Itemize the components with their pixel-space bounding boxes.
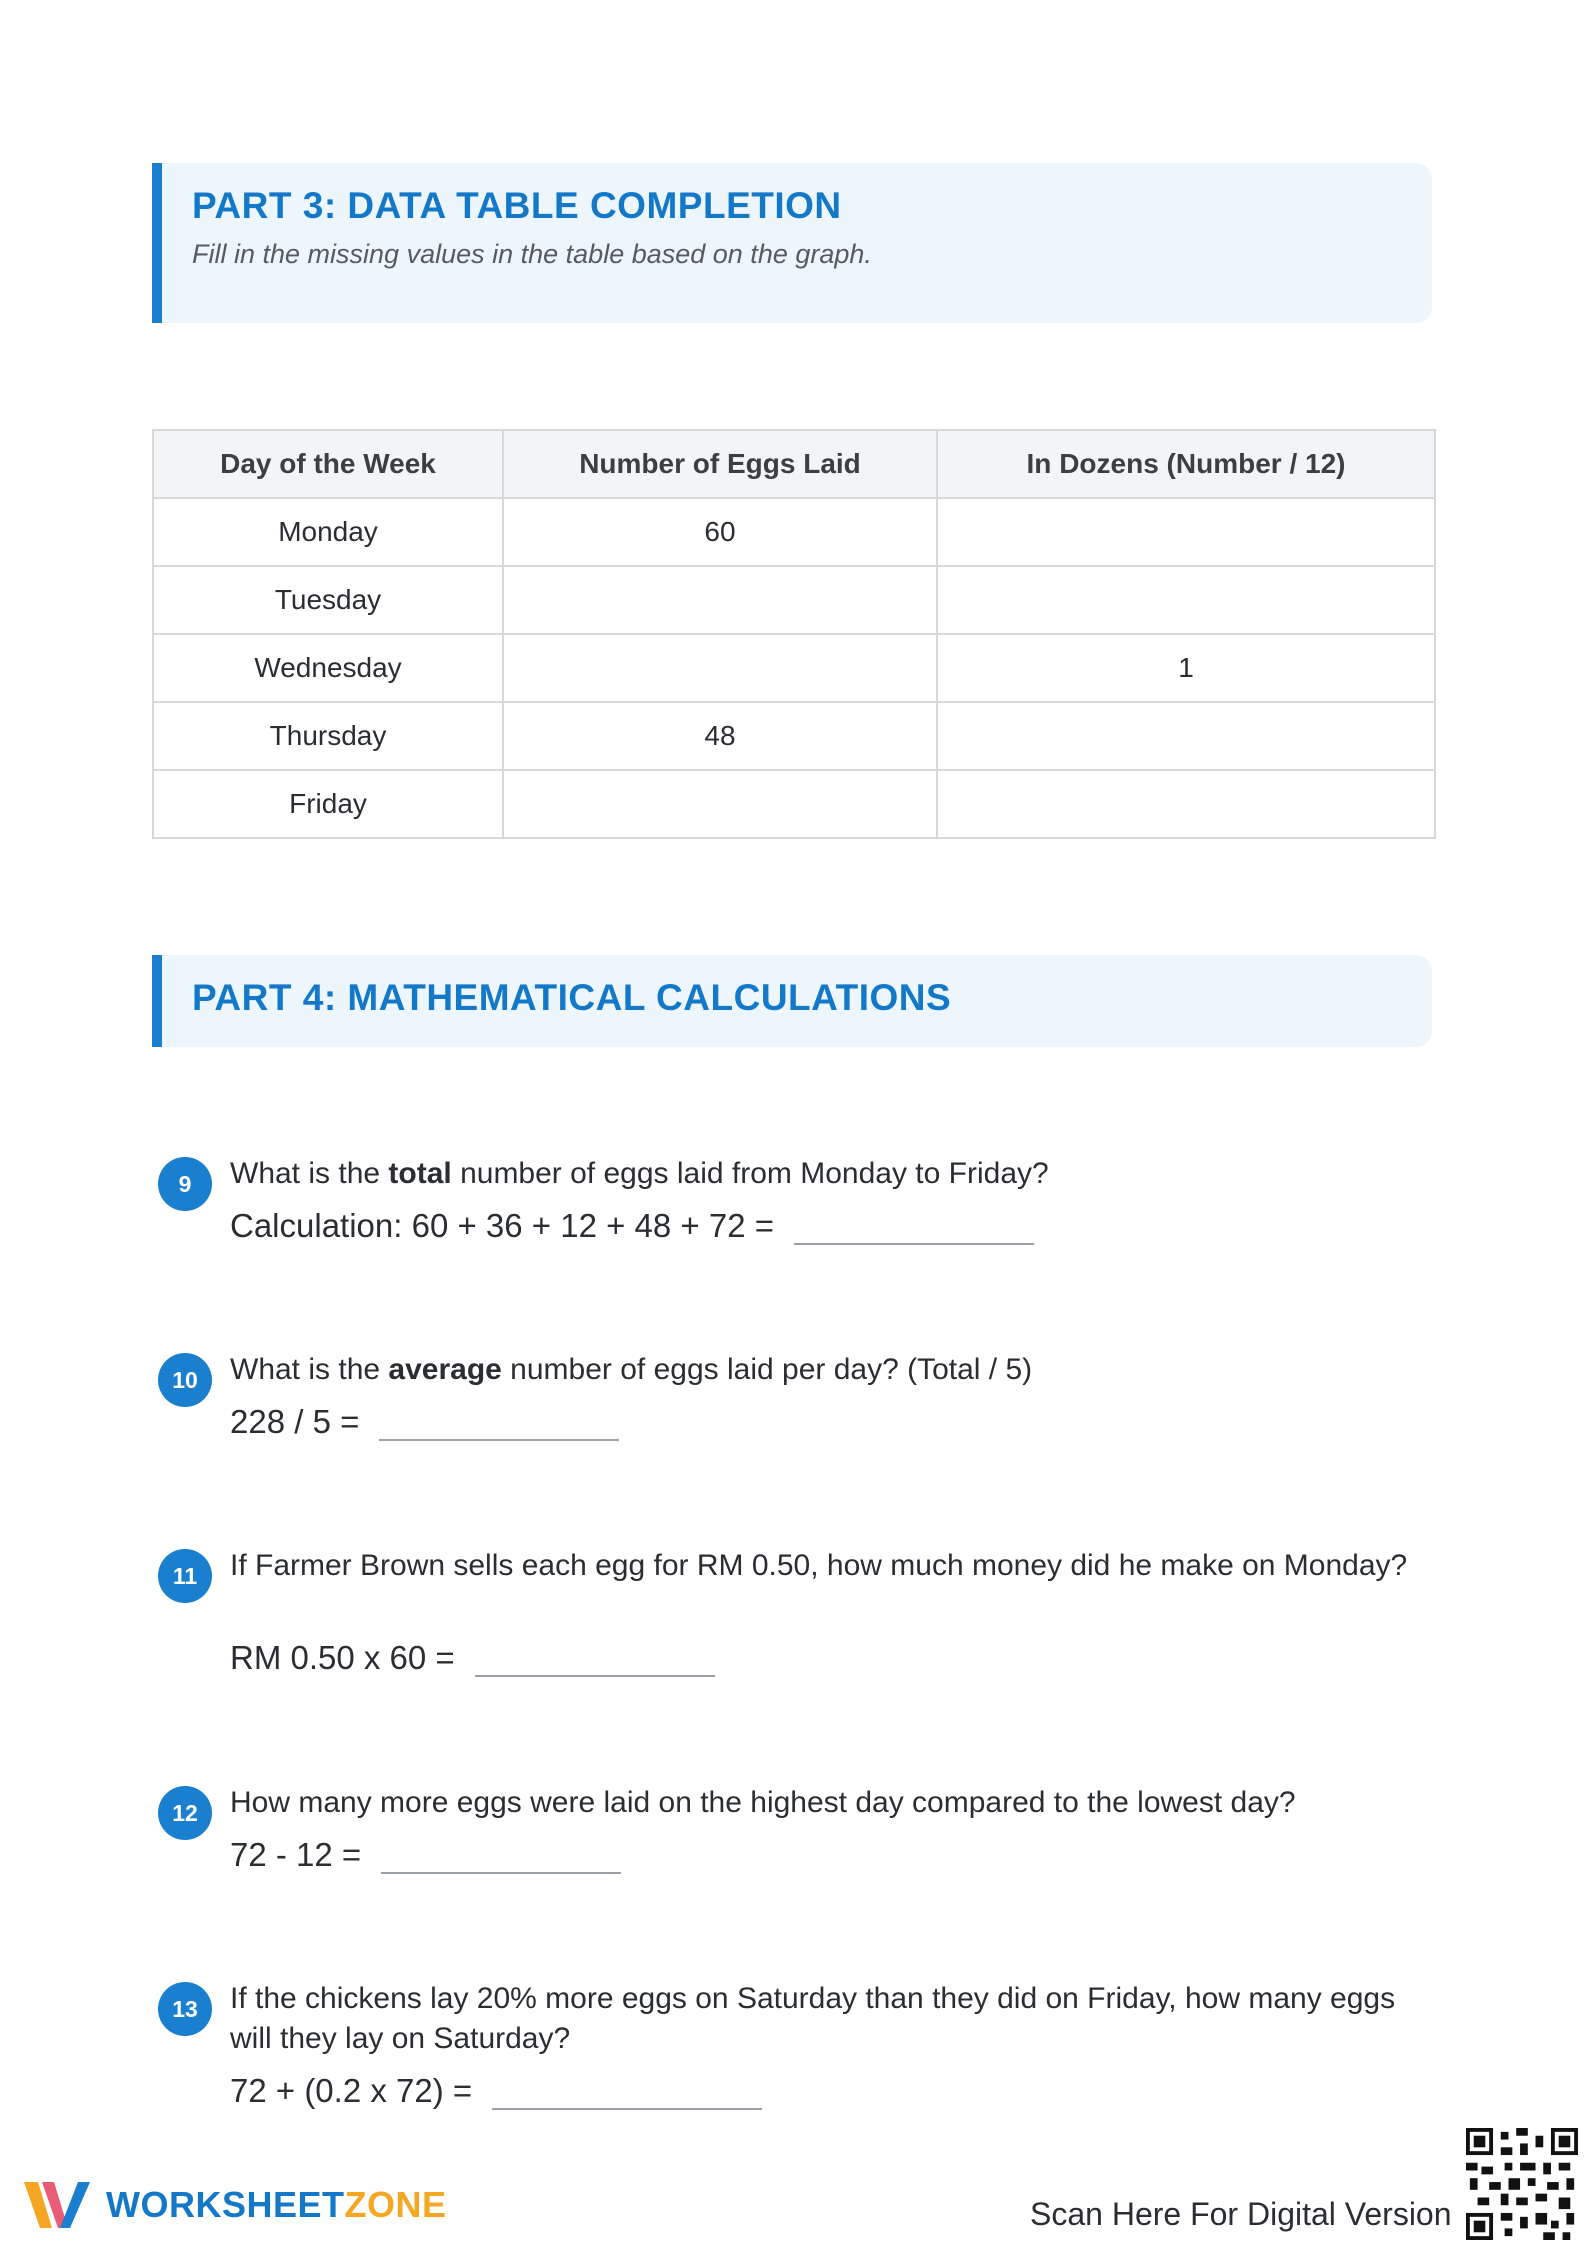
table-header-day: Day of the Week [153, 430, 503, 498]
calculation-line [230, 1836, 621, 1874]
question-text-part: number of eggs laid from Monday to Friday? [451, 1157, 1049, 1190]
question-number-badge: 12 [158, 1786, 212, 1840]
table-cell-day: Thursday [153, 702, 503, 770]
logo-text-part2: ZONE [344, 2184, 447, 2225]
table-header-eggs: Number of Eggs Laid [503, 430, 937, 498]
table-cell-dozens[interactable] [937, 702, 1435, 770]
question-text [230, 1154, 1410, 1194]
question-number-badge: 11 [158, 1549, 212, 1603]
question-text-bold: average [388, 1353, 502, 1386]
answer-blank[interactable] [475, 1639, 715, 1677]
question-text-bold: total [388, 1157, 452, 1190]
calculation-line [230, 1207, 1034, 1245]
table-cell-eggs[interactable]: 60 [503, 498, 937, 566]
part4-title: PART 4: MATHEMATICAL CALCULATIONS [192, 977, 952, 1018]
table-cell-day: Tuesday [153, 566, 503, 634]
table-cell-eggs[interactable] [503, 770, 937, 838]
question-number-badge: 13 [158, 1982, 212, 2036]
question-text [230, 1350, 1410, 1390]
table-cell-day: Monday [153, 498, 503, 566]
question-text: If Farmer Brown sells each egg for RM 0.50, how much money did he make on Monday? [230, 1549, 1408, 1582]
table-cell-day: Wednesday [153, 634, 503, 702]
question-text-part: number of eggs laid per day? (Total / 5) [501, 1353, 1033, 1386]
table-row [153, 702, 1435, 770]
table-cell-eggs[interactable] [503, 566, 937, 634]
table-row [153, 498, 1435, 566]
part3-title: PART 3: DATA TABLE COMPLETION [192, 185, 842, 226]
logo-text-part1: WORKSHEET [106, 2184, 345, 2225]
table-header-row [153, 430, 1435, 498]
eggs-data-table [152, 429, 1436, 839]
part3-subtitle: Fill in the missing values in the table based on the graph. [192, 239, 872, 269]
calculation-text: RM 0.50 x 60 = [230, 1639, 455, 1676]
answer-blank[interactable] [381, 1836, 621, 1874]
calculation-line [230, 1403, 619, 1441]
calculation-text: 228 / 5 = [230, 1403, 360, 1440]
qr-code-icon[interactable] [1466, 2128, 1578, 2240]
worksheetzone-logo[interactable] [20, 2176, 447, 2234]
question-text: How many more eggs were laid on the highest day compared to the lowest day? [230, 1786, 1296, 1819]
question-text-part: What is the [230, 1353, 389, 1386]
question-number-badge: 9 [158, 1157, 212, 1211]
question-text-part: What is the [230, 1157, 389, 1190]
answer-blank[interactable] [794, 1207, 1034, 1245]
part3-header [152, 163, 1432, 323]
table-header-dozens: In Dozens (Number / 12) [937, 430, 1435, 498]
table-row [153, 634, 1435, 702]
answer-blank[interactable] [379, 1403, 619, 1441]
table-cell-eggs[interactable] [503, 634, 937, 702]
question-number-badge: 10 [158, 1353, 212, 1407]
table-cell-eggs[interactable]: 48 [503, 702, 937, 770]
table-cell-dozens[interactable] [937, 498, 1435, 566]
calculation-text: Calculation: 60 + 36 + 12 + 48 + 72 = [230, 1207, 775, 1244]
answer-blank[interactable] [492, 2072, 762, 2110]
calculation-text: 72 - 12 = [230, 1836, 362, 1873]
worksheetzone-logo-text [106, 2184, 447, 2226]
table-row [153, 566, 1435, 634]
scan-instruction: Scan Here For Digital Version [1030, 2196, 1452, 2232]
calculation-line [230, 1639, 715, 1677]
part4-header [152, 955, 1432, 1047]
calculation-line [230, 2072, 762, 2110]
question-text: If the chickens lay 20% more eggs on Saturday than they did on Friday, how many eggs will they lay on Saturday? [230, 1982, 1396, 2055]
table-cell-day: Friday [153, 770, 503, 838]
worksheetzone-logo-icon [20, 2176, 94, 2234]
table-cell-dozens[interactable] [937, 770, 1435, 838]
table-cell-dozens[interactable] [937, 566, 1435, 634]
table-row [153, 770, 1435, 838]
table-cell-dozens[interactable]: 1 [937, 634, 1435, 702]
calculation-text: 72 + (0.2 x 72) = [230, 2072, 473, 2109]
